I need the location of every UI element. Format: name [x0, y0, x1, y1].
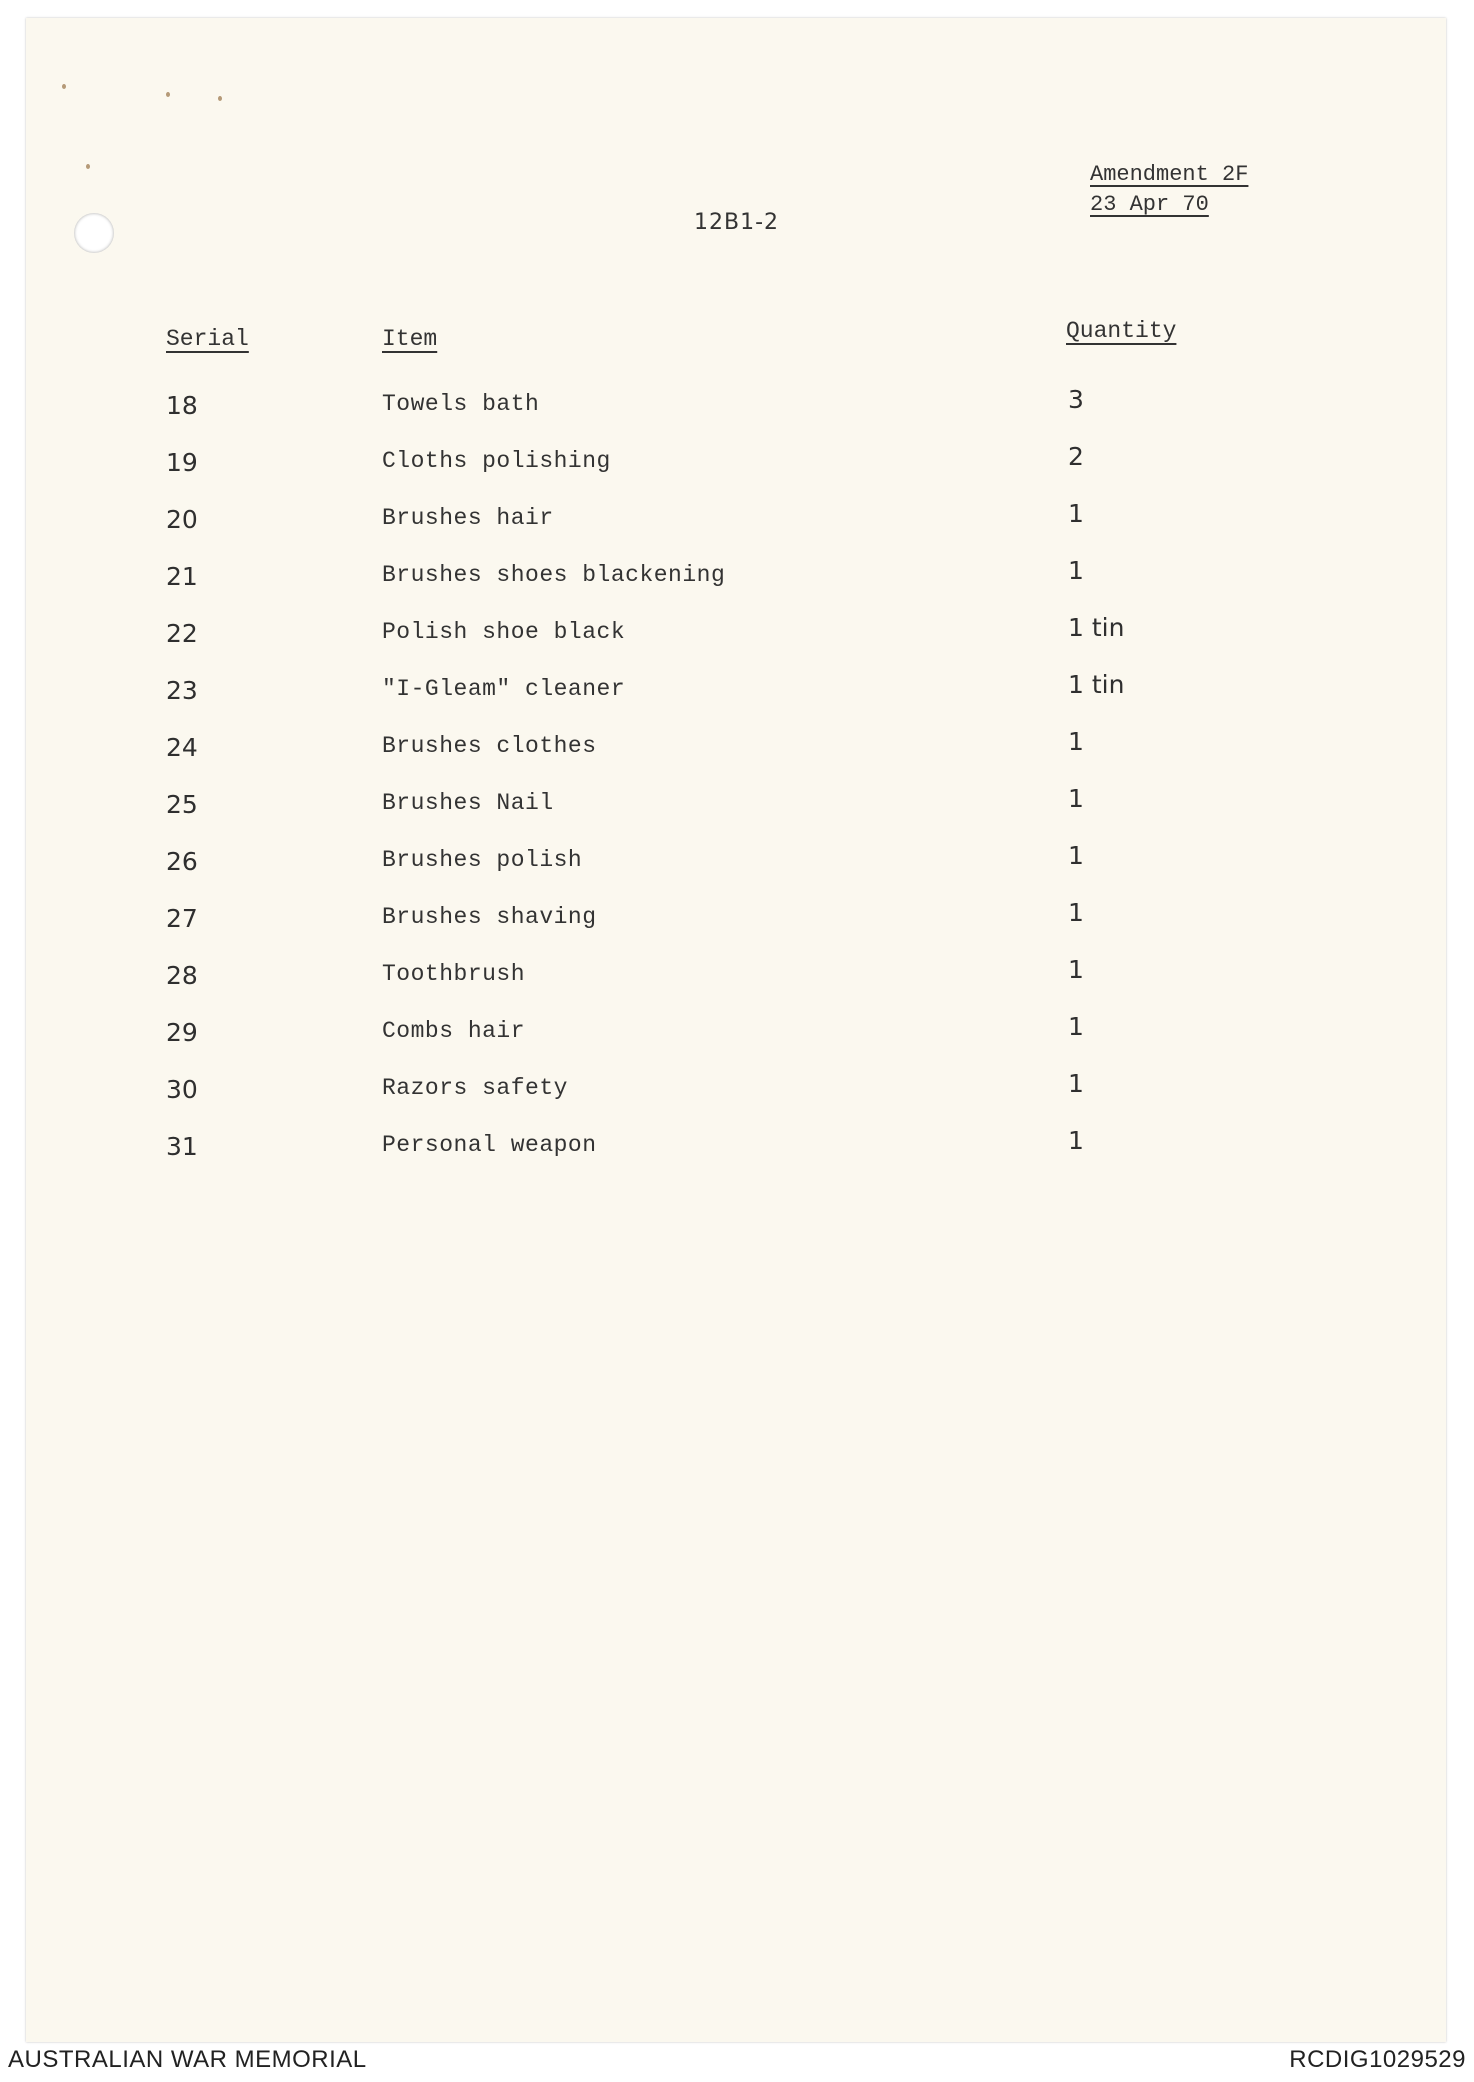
item-cell: Toothbrush — [382, 961, 526, 987]
serial-cell: 31 — [166, 1132, 198, 1161]
serial-cell: 28 — [166, 961, 198, 990]
paper-speck — [166, 92, 170, 97]
table-row — [26, 1069, 1446, 1115]
table-row — [26, 499, 1446, 545]
serial-cell: 23 — [166, 676, 198, 705]
amendment-block — [1090, 160, 1248, 220]
serial-cell: 29 — [166, 1018, 198, 1047]
punch-hole — [74, 213, 114, 253]
item-cell: Brushes Nail — [382, 790, 554, 816]
amendment-number: Amendment 2F — [1090, 162, 1249, 187]
item-cell: Brushes hair — [382, 505, 554, 531]
item-cell: Brushes shaving — [382, 904, 597, 930]
serial-cell: 26 — [166, 847, 198, 876]
quantity-cell: 3 — [1068, 385, 1084, 414]
column-header-quantity: Quantity — [1066, 318, 1177, 344]
paper-speck — [62, 84, 66, 89]
paper-speck — [86, 164, 90, 169]
serial-cell: 24 — [166, 733, 198, 762]
table-row — [26, 784, 1446, 830]
quantity-cell: 1 — [1068, 784, 1084, 813]
amendment-date: 23 Apr 70 — [1090, 192, 1209, 217]
document-page — [26, 18, 1446, 2042]
item-cell: Polish shoe black — [382, 619, 626, 645]
item-cell: Combs hair — [382, 1018, 526, 1044]
quantity-cell: 1 tin — [1068, 613, 1125, 642]
quantity-cell: 1 — [1068, 499, 1084, 528]
quantity-cell: 1 — [1068, 898, 1084, 927]
footer-record-id: RCDIG1029529 — [1289, 2046, 1466, 2073]
quantity-cell: 1 — [1068, 556, 1084, 585]
quantity-cell: 1 — [1068, 1126, 1084, 1155]
table-row — [26, 670, 1446, 716]
quantity-cell: 2 — [1068, 442, 1084, 471]
footer-source: AUSTRALIAN WAR MEMORIAL — [8, 2046, 367, 2073]
item-cell: Brushes shoes blackening — [382, 562, 726, 588]
item-cell: Towels bath — [382, 391, 540, 417]
table-row — [26, 1012, 1446, 1058]
table-row — [26, 841, 1446, 887]
serial-cell: 22 — [166, 619, 198, 648]
serial-cell: 30 — [166, 1075, 198, 1104]
table-row — [26, 556, 1446, 602]
table-row — [26, 385, 1446, 431]
item-cell: Brushes clothes — [382, 733, 597, 759]
item-cell: Cloths polishing — [382, 448, 611, 474]
table-row — [26, 442, 1446, 488]
quantity-cell: 1 — [1068, 1069, 1084, 1098]
paper-speck — [218, 96, 222, 101]
column-header-item: Item — [382, 326, 438, 352]
quantity-cell: 1 tin — [1068, 670, 1125, 699]
quantity-cell: 1 — [1068, 727, 1084, 756]
column-header-serial: Serial — [166, 326, 249, 352]
item-cell: Personal weapon — [382, 1132, 597, 1158]
table-row — [26, 1126, 1446, 1172]
serial-cell: 18 — [166, 391, 198, 420]
serial-cell: 19 — [166, 448, 198, 477]
table-row — [26, 613, 1446, 659]
quantity-cell: 1 — [1068, 841, 1084, 870]
serial-cell: 20 — [166, 505, 198, 534]
serial-cell: 21 — [166, 562, 198, 591]
quantity-cell: 1 — [1068, 1012, 1084, 1041]
table-row — [26, 727, 1446, 773]
item-cell: Brushes polish — [382, 847, 583, 873]
item-cell: Razors safety — [382, 1075, 568, 1101]
table-row — [26, 955, 1446, 1001]
table-row — [26, 898, 1446, 944]
serial-cell: 25 — [166, 790, 198, 819]
serial-cell: 27 — [166, 904, 198, 933]
quantity-cell: 1 — [1068, 955, 1084, 984]
document-reference: 12B1-2 — [694, 210, 780, 235]
item-cell: "I-Gleam" cleaner — [382, 676, 626, 702]
